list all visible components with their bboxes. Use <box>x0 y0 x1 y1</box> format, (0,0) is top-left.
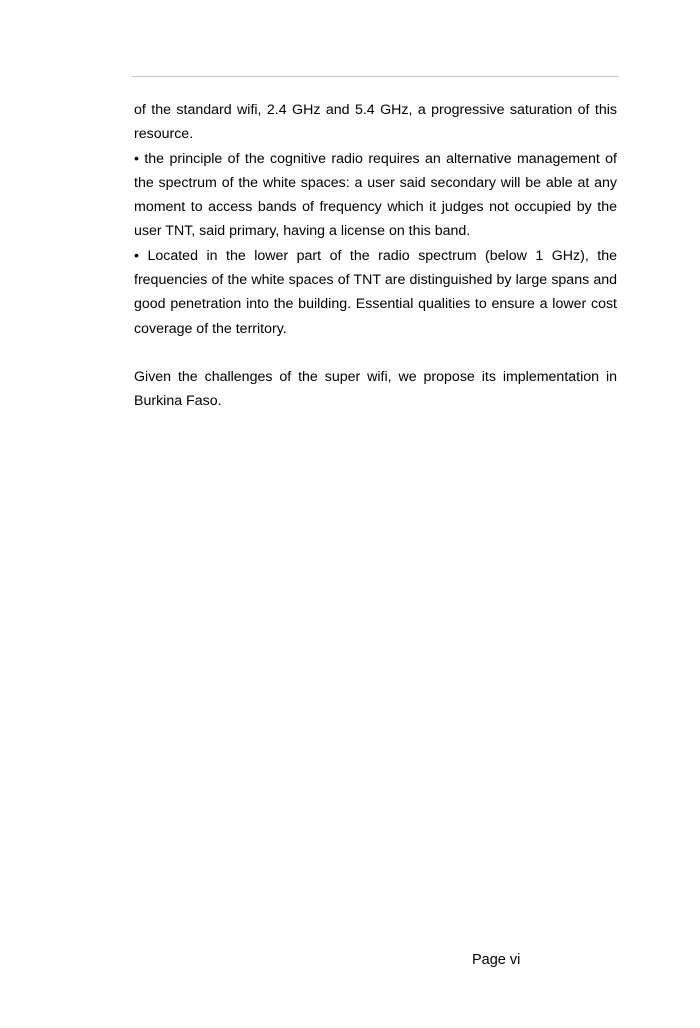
body-text <box>134 98 617 414</box>
header-rule <box>132 76 619 77</box>
paragraph-saturation: of the standard wifi, 2.4 GHz and 5.4 GHz, a progressive saturation of this resource. <box>134 102 617 143</box>
paragraph-cognitive-radio: • the principle of the cognitive radio requires an alternative management of the spectrum of the white spaces: a user said secondary will be able at any moment to access bands of frequency which it judges not occupied by the user TNT, said primary, having a license on this band. <box>134 150 617 240</box>
paragraph-conclusion: Given the challenges of the super wifi, we propose its implementation in Burkina Faso. <box>134 368 617 410</box>
page-number: Page vi <box>472 952 521 968</box>
paragraph-white-spaces: • Located in the lower part of the radio spectrum (below 1 GHz), the frequencies of the white spaces of TNT are distinguished by large spans and good penetration into the building. Essential qualities to ensure a lower cost coverage of the territory. <box>134 247 617 337</box>
